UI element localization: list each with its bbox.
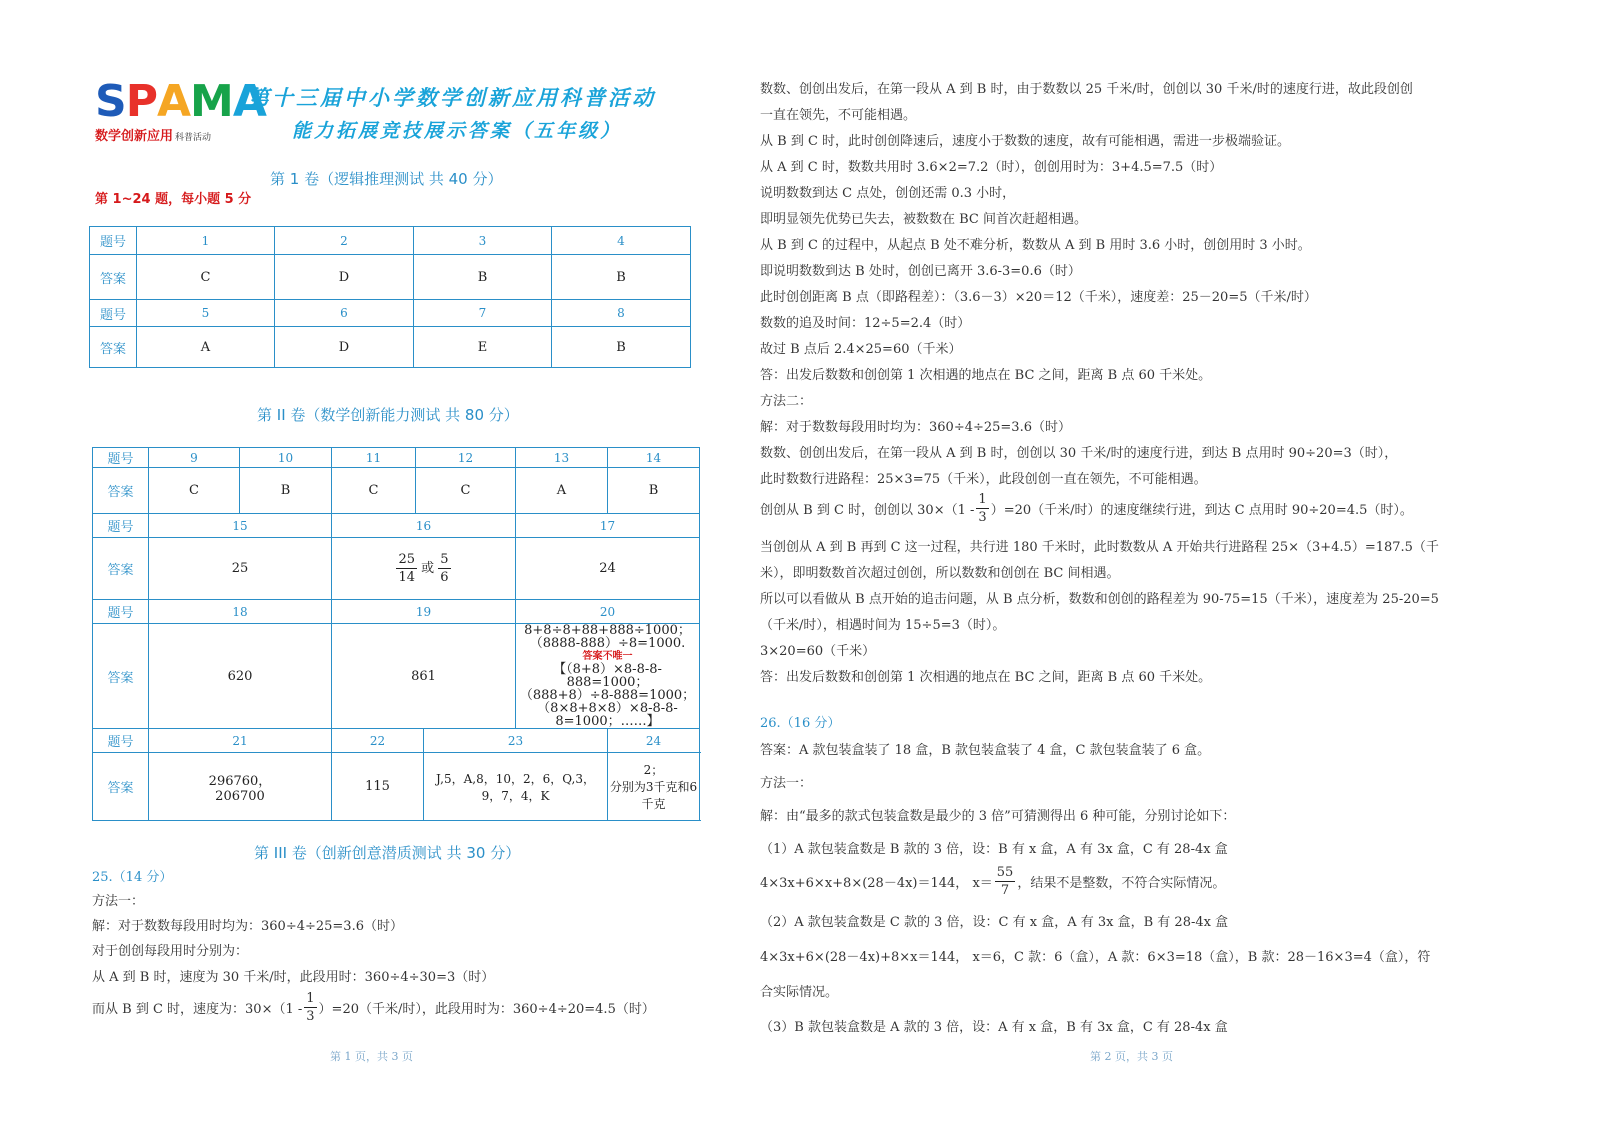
table-row [93, 729, 700, 753]
question-number: 6 [275, 300, 414, 327]
logo-subtitle: 数学创新应用 科普活动 [95, 129, 212, 144]
text-segment: 而从 B 到 C 时，速度为：30×（1 - [92, 1002, 303, 1017]
text-line-fraction [760, 493, 1413, 524]
answer-cell-16 [332, 538, 516, 600]
question-number: 24 [608, 729, 700, 753]
fraction: $\frac{1}{3}$ [306, 991, 315, 1024]
left-page [0, 0, 790, 1130]
table-row [93, 468, 700, 514]
table-row [90, 227, 691, 255]
text-line: 答：出发后数数和创创第 1 次相遇的地点在 BC 之间，距离 B 点 60 千米处。 [760, 670, 1212, 685]
table-row [93, 600, 700, 624]
text-line: 从 B 到 C 时，此时创创降速后，速度小于数数的速度，故有可能相遇，需进一步极端验证。 [760, 134, 1291, 149]
question-number: 8 [552, 300, 691, 327]
answer-line: 分别为3千克和6千克 [609, 780, 698, 811]
answer-cell: 24 [516, 538, 700, 600]
question-number: 16 [332, 514, 516, 538]
row-label: 答案 [93, 538, 149, 600]
text-segment: ）=20（千米/时）的速度继续行进，到达 C 点用时 90÷20=4.5（时）。 [990, 503, 1413, 518]
answer-cell: B [552, 327, 691, 368]
text-line: 方法一： [760, 776, 813, 791]
answer-cell: C [416, 468, 516, 514]
answer-table-section2 [92, 447, 700, 821]
text-line: （千米/时），相遇时间为 15÷5=3（时）。 [760, 618, 1006, 633]
question-26-heading: 26.（16 分） [760, 716, 841, 731]
answer-line: 9，7，4，K [481, 788, 550, 803]
answer-line: （8×8+8×8）×8-8-8-8=1000；……】 [537, 701, 678, 729]
answer-line: 8+8÷8+88+888÷1000； [524, 623, 691, 638]
answer-cell: 861 [332, 624, 516, 729]
answer-cell: 620 [149, 624, 332, 729]
answer-line: 296760， [208, 773, 272, 789]
answer-cell: B [414, 255, 552, 300]
text-line: 从 B 到 C 的过程中，从起点 B 处不难分析，数数从 A 到 B 用时 3.6 小时，创创用时 3 小时。 [760, 238, 1311, 253]
question-number: 11 [332, 448, 416, 468]
fraction: $\frac{1}{3}$ [978, 492, 987, 525]
row-label: 答案 [93, 468, 149, 514]
section1-note: 第 1~24 题，每小题 5 分 [95, 192, 252, 207]
text-line: 说明数数到达 C 点处，创创还需 0.3 小时， [760, 186, 1016, 201]
text-line: （3）B 款包装盒数是 A 款的 3 倍，设：A 有 x 盒，B 有 3x 盒，C 有 28-4x 盒 [760, 1020, 1228, 1035]
row-label: 题号 [90, 300, 137, 327]
row-label: 答案 [93, 624, 149, 729]
question-number: 14 [608, 448, 700, 468]
question-number: 7 [414, 300, 552, 327]
answer-cell-23 [424, 753, 608, 821]
row-label: 题号 [93, 448, 149, 468]
row-label: 答案 [93, 753, 149, 821]
answer-line: （8888-888）÷8=1000. [529, 636, 686, 651]
text-line: 答：出发后数数和创创第 1 次相遇的地点在 BC 之间，距离 B 点 60 千米处。 [760, 368, 1212, 383]
text-line: 合实际情况。 [760, 985, 839, 1000]
answer-line: 206700 [215, 788, 265, 804]
text-line: 米），即明数数首次超过创创，所以数数和创创在 BC 间相遇。 [760, 566, 1120, 581]
text-line: 即说明数数到达 B 处时，创创已离开 3.6-3=0.6（时） [760, 264, 1081, 279]
text-line: 当创创从 A 到 B 再到 C 这一过程，共行进 180 千米时，此时数数从 A 开始共行进路程 25×（3+4.5）=187.5（千 [760, 540, 1439, 555]
text-segment: 创创从 B 到 C 时，创创以 30×（1 - [760, 503, 975, 518]
text-line: 此时创创距离 B 点（即路程差）：（3.6－3）×20＝12（千米），速度差：25－20=5（千米/时） [760, 290, 1317, 305]
question-number: 10 [240, 448, 332, 468]
row-label: 题号 [90, 227, 137, 255]
page-footer-right: 第 2 页，共 3 页 [1090, 1050, 1173, 1063]
text-line-fraction [92, 992, 655, 1023]
text-line: 3×20=60（千米） [760, 644, 876, 659]
text-segment: ，结果不是整数，不符合实际情况。 [1017, 876, 1226, 891]
row-label: 题号 [93, 729, 149, 753]
answer-line: 【（8+8）×8-8-8-888=1000； [553, 662, 662, 690]
text-line: 对于创创每段用时分别为： [92, 944, 249, 959]
answer-cell: B [552, 255, 691, 300]
row-label: 答案 [90, 255, 137, 300]
text-segment: ）=20（千米/时），此段用时为：360÷4÷20=4.5（时） [318, 1002, 655, 1017]
question-number: 3 [414, 227, 552, 255]
page-footer-left: 第 1 页，共 3 页 [330, 1050, 413, 1063]
right-page [760, 0, 1600, 1130]
row-label: 答案 [90, 327, 137, 368]
text-line: 数数、创创出发后，在第一段从 A 到 B 时，创创以 30 千米/时的速度行进，到达 B 点用时 90÷20=3（时）， [760, 446, 1398, 461]
question-number: 19 [332, 600, 516, 624]
table-row [93, 448, 700, 468]
page-title: 第十三届中小学数学创新应用科普活动 [248, 85, 656, 110]
question-number: 18 [149, 600, 332, 624]
section3-title: 第 III 卷（创新创意潜质测试 共 30 分） [254, 844, 521, 862]
text-line: 答案：A 款包装盒装了 18 盒，B 款包装盒装了 4 盒，C 款包装盒装了 6 盒。 [760, 743, 1211, 758]
text-line: 方法二： [760, 394, 813, 409]
answer-cell: C [332, 468, 416, 514]
answer-cell: 25 [149, 538, 332, 600]
text-line: 4×3x+6×(28－4x)+8×x＝144， x＝6，C 款：6（盒），A 款：6×3=18（盒），B 款：28－16×3=4（盒），符 [760, 950, 1431, 965]
text-line: 解：由“最多的款式包装盒数是最少的 3 倍”可猜测得出 6 种可能，分别讨论如下： [760, 809, 1236, 824]
text-line: （1）A 款包装盒数是 B 款的 3 倍，设：B 有 x 盒，A 有 3x 盒，C 有 28-4x 盒 [760, 842, 1228, 857]
or-text: 或 [421, 561, 435, 576]
spama-logo [95, 76, 266, 144]
fraction: $\frac{5}{6}$ [440, 552, 449, 585]
answer-table-section1 [89, 226, 691, 368]
answer-cell: C [137, 255, 275, 300]
table-row [90, 255, 691, 300]
answer-cell: A [137, 327, 275, 368]
answer-cell: D [275, 255, 414, 300]
question-25-heading: 25.（14 分） [92, 870, 173, 885]
answer-cell-21 [149, 753, 332, 821]
equation-line [760, 866, 1225, 897]
row-label: 题号 [93, 600, 149, 624]
table-row [93, 624, 700, 729]
question-number: 23 [424, 729, 608, 753]
question-number: 13 [516, 448, 608, 468]
page-subtitle: 能力拓展竞技展示答案（五年级） [292, 120, 623, 142]
answer-cell: D [275, 327, 414, 368]
text-line: （2）A 款包装盒数是 C 款的 3 倍，设：C 有 x 盒，A 有 3x 盒，B 有 28-4x 盒 [760, 915, 1229, 930]
table-row [93, 514, 700, 538]
question-number: 9 [149, 448, 240, 468]
fraction: $\frac{25}{14}$ [398, 552, 415, 585]
text-line: 故过 B 点后 2.4×25=60（千米） [760, 342, 962, 357]
question-number: 17 [516, 514, 700, 538]
answer-line: （888+8）÷8-888=1000； [519, 688, 696, 703]
table-row [90, 327, 691, 368]
question-number: 21 [149, 729, 332, 753]
text-line: 即明显领先优势已失去，被数数在 BC 间首次赶超相遇。 [760, 212, 1088, 227]
answer-cell-24 [608, 753, 700, 821]
question-number: 2 [275, 227, 414, 255]
section2-title: 第 II 卷（数学创新能力测试 共 80 分） [257, 406, 519, 424]
question-number: 5 [137, 300, 275, 327]
table-row [93, 753, 700, 821]
row-label: 题号 [93, 514, 149, 538]
text-segment: 4×3x+6×x+8×(28－4x)＝144， x＝ [760, 876, 993, 891]
text-line: 方法一： [92, 894, 145, 909]
answer-line: 2； [643, 763, 664, 777]
table-row [93, 538, 700, 600]
question-number: 12 [416, 448, 516, 468]
text-line: 数数的追及时间：12÷5=2.4（时） [760, 316, 971, 331]
answer-line: J,5，A,8，10，2，6，Q,3， [436, 771, 595, 786]
logo-text: SPAMA [95, 76, 266, 127]
answer-cell: 115 [332, 753, 424, 821]
fraction: $\frac{55}{7}$ [996, 865, 1014, 898]
answer-cell: B [240, 468, 332, 514]
text-line: 从 A 到 B 时，速度为 30 千米/时，此段用时：360÷4÷30=3（时） [92, 970, 495, 985]
table-row [90, 300, 691, 327]
question-number: 15 [149, 514, 332, 538]
text-line: 解：对于数数每段用时均为：360÷4÷25=3.6（时） [92, 919, 403, 934]
answer-cell: E [414, 327, 552, 368]
answer-cell: C [149, 468, 240, 514]
text-line: 从 A 到 C 时，数数共用时 3.6×2=7.2（时），创创用时为：3+4.5=7.5（时） [760, 160, 1223, 175]
text-line: 所以可以看做从 B 点开始的追击问题，从 B 点分析，数数和创创的路程差为 90-75=15（千米），速度差为 25-20=5 [760, 592, 1439, 607]
text-line: 一直在领先，不可能相遇。 [760, 108, 917, 123]
section1-title: 第 1 卷（逻辑推理测试 共 40 分） [270, 170, 503, 188]
question-number: 22 [332, 729, 424, 753]
answer-cell-20 [516, 624, 700, 729]
question-number: 20 [516, 600, 700, 624]
answer-cell: A [516, 468, 608, 514]
question-number: 1 [137, 227, 275, 255]
question-number: 4 [552, 227, 691, 255]
text-line: 此时数数行进路程：25×3=75（千米），此段创创一直在领先，不可能相遇。 [760, 472, 1207, 487]
answer-note: 答案不唯一 [582, 651, 633, 662]
text-line: 数数、创创出发后，在第一段从 A 到 B 时，由于数数以 25 千米/时，创创以 30 千米/时的速度行进，故此段创创 [760, 82, 1413, 97]
answer-cell: B [608, 468, 700, 514]
text-line: 解：对于数数每段用时均为：360÷4÷25=3.6（时） [760, 420, 1071, 435]
